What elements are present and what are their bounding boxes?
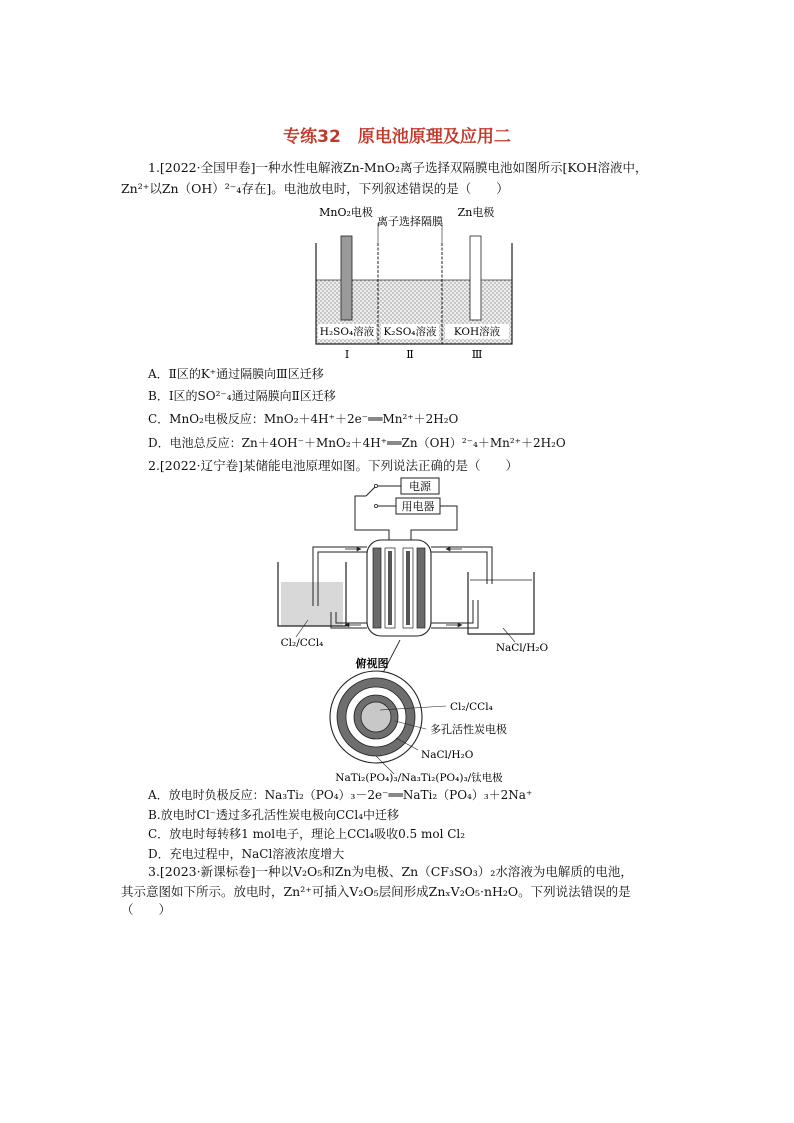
q3-stem-line1: 3.[2023·新课标卷]一种以V₂O₅和Zn为电极、Zn（CF₃SO₃）₂水溶液为电解质的电池， [148, 864, 633, 879]
left-beaker-liquid [281, 582, 343, 626]
q1-stem-line1: 1.[2022·全国甲卷]一种水性电解液Zn-MnO₂离子选择双隔膜电池如图所示[KOH溶液中， [148, 160, 648, 175]
q1-option-b: B．Ⅰ区的SO²⁻₄通过隔膜向Ⅱ区迁移 [148, 389, 336, 403]
zn-electrode-label: Zn电极 [457, 206, 495, 219]
membrane-label: 离子选择隔膜 [377, 215, 443, 228]
q3-stem-line2: 其示意图如下所示。放电时，Zn²⁺可插入V₂O₅层间形成ZnₓV₂O₅·nH₂O。下列说法错误的是 [121, 884, 631, 899]
right-tube-top-outer [431, 547, 492, 584]
left-ti-electrode [373, 548, 381, 628]
region-2-label: Ⅱ [406, 348, 414, 361]
q2-option-c: C．放电时每转移1 mol电子，理论上CCl₄吸收0.5 mol Cl₂ [148, 827, 466, 841]
switch-contact-2 [374, 504, 377, 507]
sol2-label: K₂SO₄溶液 [383, 326, 437, 338]
q2-stem: 2.[2022·辽宁卷]某储能电池原理如图。下列说法正确的是（ ） [148, 458, 518, 473]
page-title: 专练32 原电池原理及应用二 [283, 127, 511, 147]
switch-lever [366, 487, 375, 496]
right-tube-top-inner [431, 552, 487, 584]
right-carbon-core [406, 551, 410, 625]
q1-option-c: C．MnO₂电极反应：MnO₂＋4H⁺＋2e⁻══Mn²⁺＋2H₂O [148, 412, 459, 426]
ring-label-carbon: 多孔活性炭电极 [430, 723, 507, 736]
top-view-label: 俯视图 [355, 657, 389, 670]
appliance-label: 用电器 [401, 500, 435, 513]
ring-label-ti: NaTi₂(PO₄)₃/Na₃Ti₂(PO₄)₃/钛电极 [335, 772, 503, 784]
q1-option-a: A．Ⅱ区的K⁺通过隔膜向Ⅲ区迁移 [148, 367, 324, 381]
right-tube-bottom-inner [431, 600, 473, 623]
q2-option-b: B.放电时Cl⁻透过多孔活性炭电极向CCl₄中迁移 [148, 808, 399, 822]
region-1-label: Ⅰ [344, 348, 350, 361]
sol3-label: KOH溶液 [453, 326, 501, 338]
ring-label-cl2: Cl₂/CCl₄ [450, 701, 493, 713]
q1-stem-line2: Zn²⁺以Zn（OH）²⁻₄存在]。电池放电时，下列叙述错误的是（ ） [121, 181, 509, 196]
ring-label-nacl: NaCl/H₂O [421, 749, 474, 761]
ring-cl2-ccl4 [361, 702, 391, 732]
left-carbon-core [388, 551, 392, 625]
right-ti-electrode [417, 548, 425, 628]
right-label-pointer [503, 628, 515, 642]
right-tube-bottom-outer [431, 600, 478, 628]
power-label: 电源 [409, 480, 431, 493]
region-3-label: Ⅲ [471, 348, 483, 361]
sol1-label: H₂SO₄溶液 [319, 326, 375, 338]
right-solution-label: NaCl/H₂O [495, 642, 549, 654]
q2-option-d: D．充电过程中，NaCl溶液浓度增大 [148, 847, 345, 861]
mno2-electrode-label: MnO₂电极 [319, 206, 373, 219]
q1-option-d: D．电池总反应：Zn＋4OH⁻＋MnO₂＋4H⁺══Zn（OH）²⁻₄＋Mn²⁺＋2H₂O [148, 436, 566, 450]
left-solution-label: Cl₂/CCl₄ [280, 637, 324, 649]
q2-option-a: A．放电时负极反应：Na₃Ti₂（PO₄）₃－2e⁻══NaTi₂（PO₄）₃＋2Na⁺ [148, 788, 533, 802]
q3-stem-line3: （ ） [121, 902, 172, 917]
